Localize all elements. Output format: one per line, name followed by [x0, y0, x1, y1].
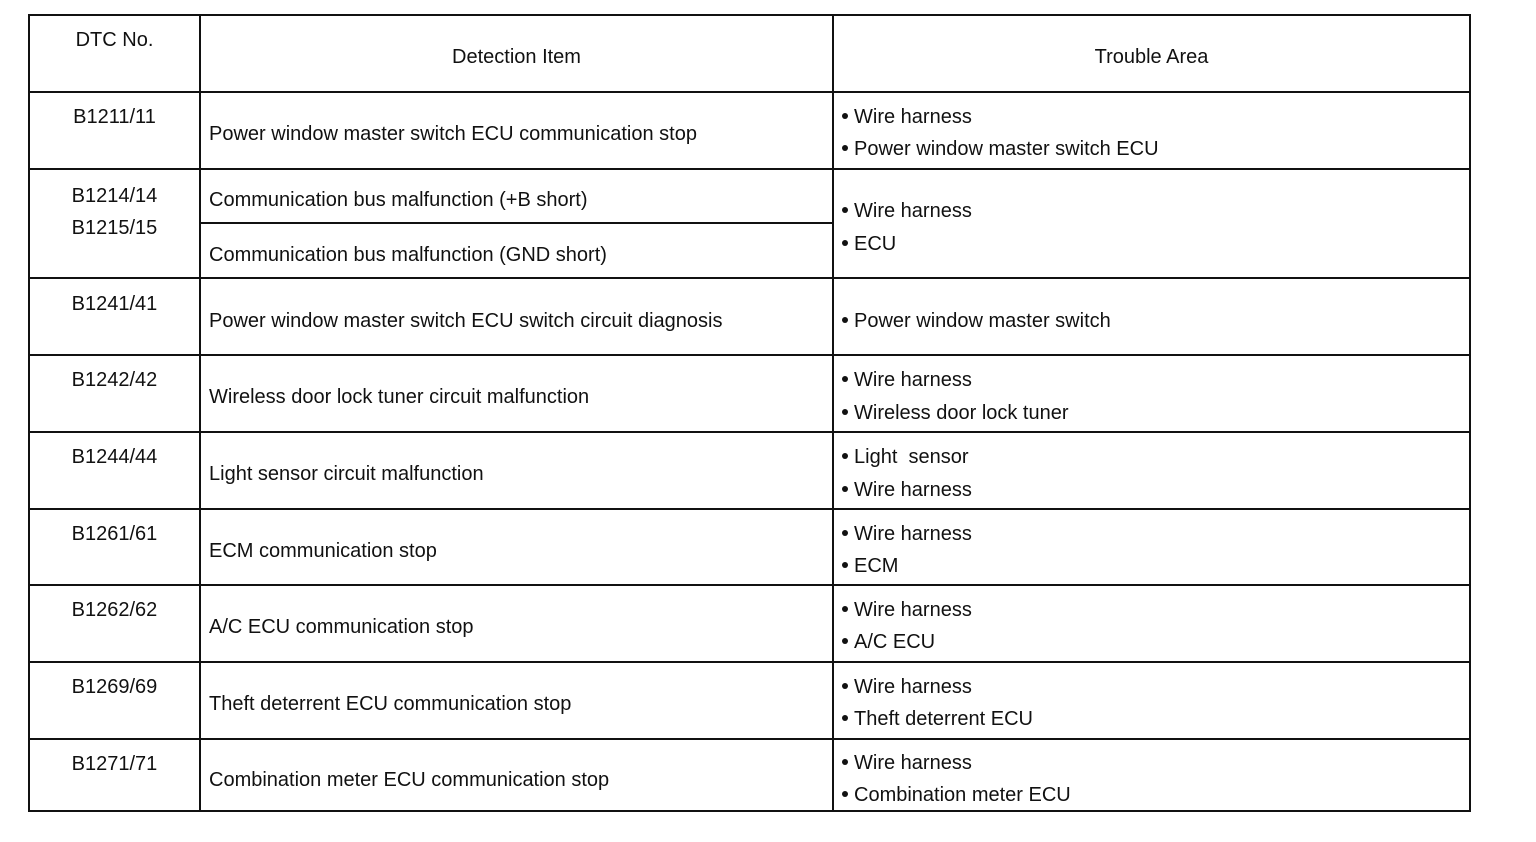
trouble-area-item: Wire harness [842, 105, 972, 129]
trouble-area-item: Wire harness [842, 478, 972, 502]
dtc-code: B1211/11 [73, 106, 156, 128]
row-divider [28, 584, 1471, 586]
bullet-icon [842, 240, 848, 246]
trouble-area-item: Wire harness [842, 751, 972, 775]
table-top-border [28, 14, 1471, 16]
table-bottom-border [28, 810, 1471, 812]
bullet-icon [842, 715, 848, 721]
dtc-code: B1215/15 [71, 217, 158, 239]
bullet-icon [842, 207, 848, 213]
row-divider [28, 168, 1471, 170]
row-divider [28, 354, 1471, 356]
detection-item: Communication bus malfunction (GND short) [209, 244, 607, 266]
detection-item: Power window master switch ECU switch circuit diagnosis [209, 310, 723, 332]
detection-item: Wireless door lock tuner circuit malfunction [209, 386, 590, 408]
detection-item: Communication bus malfunction (+B short) [209, 189, 588, 211]
bullet-icon [842, 606, 848, 612]
header-trouble-area: Trouble Area [1094, 46, 1209, 68]
dtc-code: B1214/14 [71, 185, 158, 207]
detection-item: Theft deterrent ECU communication stop [209, 693, 572, 715]
bullet-icon [842, 453, 848, 459]
row-divider [28, 738, 1471, 740]
dtc-code: B1262/62 [71, 599, 158, 621]
bullet-icon [842, 113, 848, 119]
bullet-icon [842, 530, 848, 536]
row-divider [28, 508, 1471, 510]
trouble-area-item: Wire harness [842, 598, 972, 622]
dtc-code: B1269/69 [71, 676, 158, 698]
trouble-area-item: Light sensor [842, 445, 969, 469]
detection-item: Power window master switch ECU communication stop [209, 123, 697, 145]
row-divider [28, 431, 1471, 433]
bullet-icon [842, 638, 848, 644]
dtc-code: B1242/42 [71, 369, 158, 391]
trouble-area-item: Power window master switch ECU [842, 137, 1159, 161]
trouble-area-item: ECU [842, 232, 896, 256]
detection-item: Combination meter ECU communication stop [209, 769, 610, 791]
table-right-border [1469, 14, 1471, 812]
detection-item: A/C ECU communication stop [209, 616, 474, 638]
column-divider-2 [832, 14, 834, 812]
row-divider [28, 277, 1471, 279]
detection-item: Light sensor circuit malfunction [209, 463, 484, 485]
bullet-icon [842, 562, 848, 568]
header-dtc-no: DTC No. [75, 29, 154, 51]
row-divider [28, 91, 1471, 93]
dtc-code: B1271/71 [71, 753, 158, 775]
trouble-area-item: Wireless door lock tuner [842, 401, 1069, 425]
trouble-area-item: Combination meter ECU [842, 783, 1071, 807]
trouble-area-item: Power window master switch [842, 309, 1111, 333]
dtc-code: B1244/44 [71, 446, 158, 468]
trouble-area-item: Theft deterrent ECU [842, 707, 1033, 731]
dtc-code: B1261/61 [71, 523, 158, 545]
row-subdivider [199, 222, 834, 224]
bullet-icon [842, 376, 848, 382]
trouble-area-item: Wire harness [842, 522, 972, 546]
bullet-icon [842, 791, 848, 797]
row-divider [28, 661, 1471, 663]
detection-item: ECM communication stop [209, 540, 437, 562]
bullet-icon [842, 683, 848, 689]
trouble-area-item: Wire harness [842, 675, 972, 699]
bullet-icon [842, 759, 848, 765]
bullet-icon [842, 486, 848, 492]
dtc-code: B1241/41 [71, 293, 158, 315]
bullet-icon [842, 317, 848, 323]
bullet-icon [842, 145, 848, 151]
header-detection-item: Detection Item [452, 46, 581, 68]
trouble-area-item: Wire harness [842, 199, 972, 223]
trouble-area-item: A/C ECU [842, 630, 935, 654]
trouble-area-item: ECM [842, 554, 898, 578]
trouble-area-item: Wire harness [842, 368, 972, 392]
column-divider-1 [199, 14, 201, 812]
bullet-icon [842, 409, 848, 415]
